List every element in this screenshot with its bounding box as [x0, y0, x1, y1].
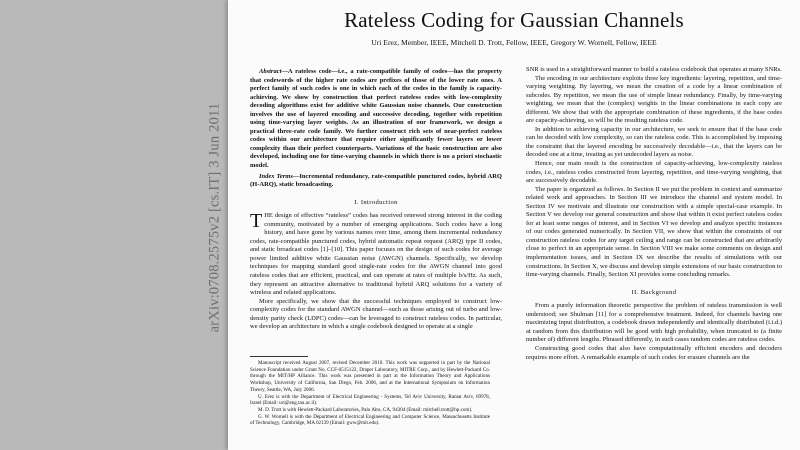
footnotes [250, 360, 490, 427]
footnote-trott: M. D. Trott is with Hewlett-Packard Laboratories, Palo Alto, CA, 94304 (Email: mitchell.trott@hp.com). [258, 406, 473, 413]
paper-title: Rateless Coding for Gaussian Channels [344, 8, 684, 32]
intro-paragraph-2: More specifically, we show that the successful techniques employed to construct low-complexity codes for the standard AWGN channel—such as those arising out of turbo and low-density parity check (LDPC) codes—can be leveraged to construct rateless codes. In particular, we develop an architecture in which a single codebook designed to operate at a single [250, 297, 502, 331]
right-paragraph-6: Constructing good codes that also have computationally efficient encoders and decoders requires more effort. A remarkable example of such codes for erasure channels are the [526, 344, 782, 361]
abstract-text: —A rateless code—i.e., a rate-compatible family of codes—has the property that codewords of the higher rate codes are prefixes of those of the lower rate ones. A perfect family of such codes is one in which each of the codes in the family is capacity-achieving. We show by construction that perfect rateless codes with low-complexity decoding algorithms exist for additive white Gaussian noise channels. Our construction involves the use of layered encoding and successive decoding, together with repetition using time-varying layer weights. As an illustration of our framework, we design a practical three-rate code family. We further construct rich sets of near-perfect rateless codes within our architecture that require either significantly fewer layers or lower complexity than their perfect counterparts. Variations of the basic construction are also developed, including one for time-varying channels in which there is no a priori stochastic model. [250, 68, 502, 170]
right-paragraph-0: SNR is used in a straightforward manner to build a rateless codebook that operates at many SNRs. [526, 66, 782, 73]
right-paragraph-1: The encoding in our architecture exploits three key ingredients: layering, repetition, and time-varying weighting. By layering, we mean the creation of a code by a linear combination of subcodes. By repetition, we mean the use of simple linear redundancy. Finally, by time-varying weighting, we mean that the (complex) weights in the linear combinations in each copy are different. We show that with the appropriate combination of these ingredients, if the base codes are capacity-achieving, so will be the resulting rateless code. [526, 74, 782, 125]
arxiv-identifier-text: arXiv:0708.2575v2 [cs.IT] 3 Jun 2011 [206, 102, 223, 332]
right-paragraph-4: The paper is organized as follows. In Section II we put the problem in context and summarize related work and approaches. In Section III we introduce the channel and system model. In Section IV we motivate and illustrate our construction with a simple special-case example. In Section V we develop our general construction and show that within it exist perfect rateless codes for at least some ranges of interest, and in Section VI we develop and analyze specific instances of our codes generated numerically. In Section VII, we show that within the constraints of our construction rateless codes for any target ceiling and range can be constructed that are arbitrarily close to perfect in an appropriate sense. In Section VIII we make some comments on design and implementation issues, and in Section IX we describe the results of simulations with our constructions. In Section X, we discuss and develop simple extensions of our basic construction to time-varying channels. Finally, Section XI provides some concluding remarks. [526, 185, 782, 279]
section-heading-introduction: I. Introduction [354, 198, 398, 206]
right-paragraph-2: In addition to achieving capacity in our architecture, we seek to ensure that if the base code can be decoded with low complexity, so can the rateless code. This is accomplished by imposing the constraint that the layered encoding be successively decodable—i.e., that the layers can be decoded one at a time, treating as yet undecoded layers as noise. [526, 125, 782, 159]
footnote-manuscript: Manuscript received August 2007, revised December 2010. This work was supported in part by the National Science Foundation under Grant No. CCF-0515122, Draper Laboratory, MITRE Corp., and by Hewlett-Packard Co. through the MIT/HP Alliance. This work was presented in part at the Information Theory and Applications Workshop, University of California, San Diego, Feb. 2006, and at the International Symposium on Information Theory, Seattle, WA, July 2006. [250, 360, 490, 393]
intro-paragraph-1-text: HE design of effective “rateless” codes has received renewed strong interest in the coding community, motivated by a number of emerging applications. Such codes have a long history, and have gone by various names over time, among them incremental redundancy codes, rate-compatible punctured codes, hybrid automatic repeat request (ARQ) type II codes, and static broadcast codes [1]–[10]. This paper focuses on the design of such codes for average power limited additive white Gaussian noise (AWGN) channels. Specifically, we develop techniques for mapping standard good single-rate codes for the AWGN channel into good rateless codes that are efficient, practical, and can operate at rates of multiple b/s/Hz. As such, they represent an attractive alternative to traditional hybrid ARQ solutions for a variety of wireless and related applications. [250, 212, 502, 297]
index-terms-text: —Incremental redundancy, rate-compatible punctured codes, hybrid ARQ (H-ARQ), static broadcasting. [250, 172, 502, 189]
arxiv-identifier [200, 92, 230, 342]
abstract-label: Abstract [259, 68, 282, 75]
index-terms-label: Index Terms [259, 172, 293, 180]
right-paragraph-5: From a purely information theoretic perspective the problem of rateless transmission is well understood; see Shulman [11] for a comprehensive treatment. Indeed, for channels having one maximizing input distribution, a codebook drawn independently and identically distributed (i.i.d.) at random from this distribution will be good with high probability, when truncated to (a finite number of) different lengths. Phrased differently, in such cases random codes are rateless codes. [526, 302, 782, 344]
abstract [250, 68, 502, 171]
right-paragraph-3: Hence, our main result is the construction of capacity-achieving, low-complexity rateless codes, i.e., rateless codes constructed from layering, repetition, and time-varying weighting, that are successively decodable. [526, 160, 782, 185]
footnote-rule [250, 356, 308, 357]
right-column [526, 66, 782, 362]
left-column [250, 68, 502, 332]
paper-page [228, 0, 800, 450]
index-terms [250, 173, 502, 190]
footnote-wornell: G. W. Wornell is with the Department of Electrical Engineering and Computer Science, Massachusetts Institute of Technology, Cambridge, MA 02139 (Email: gww@mit.edu). [250, 413, 490, 427]
drop-cap: T [250, 210, 263, 233]
section-heading-background: II. Background [631, 288, 677, 296]
footnote-erez: U. Erez is with the Department of Electrical Engineering - Systems, Tel Aviv University, Ramat Aviv, 69978, Israel (Email: uri@eng.tau.ac.il). [250, 393, 490, 407]
intro-paragraph-1 [250, 212, 502, 297]
paper-authors: Uri Erez, Member, IEEE, Mitchell D. Trott, Fellow, IEEE, Gregory W. Wornell, Fellow, IEEE [371, 38, 657, 47]
